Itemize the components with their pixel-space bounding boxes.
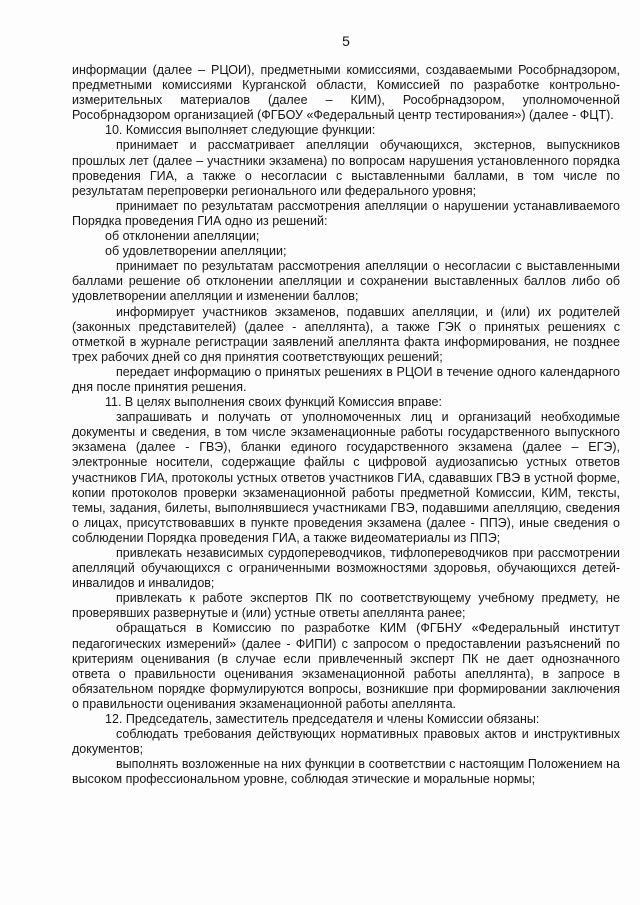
duty-comply: соблюдать требования действующих нормативных правовых актов и инструктивных документов; bbox=[72, 727, 620, 757]
document-body bbox=[72, 63, 620, 788]
right-involve-interpreters: привлекать независимых сурдопереводчиков, тифлопереводчиков при рассмотрении апелляций обучающихся с ограниченными возможностями здоровья, обучающихся детей-инвалидов и инвалидов; bbox=[72, 546, 620, 591]
function-score-decision: принимает по результатам рассмотрения апелляции о несогласии с выставленными баллами решение об отклонении апелляции и сохранении выставленных баллов либо об удовлетворении апелляции и изменении баллов; bbox=[72, 259, 620, 304]
right-involve-experts: привлекать к работе экспертов ПК по соответствующему учебному предмету, не проверявших развернутые и (или) устные ответы апеллянта ранее; bbox=[72, 591, 620, 621]
clause-10-heading: 10. Комиссия выполняет следующие функции: bbox=[105, 123, 376, 138]
clause-11-heading: 11. В целях выполнения своих функций Комиссия вправе: bbox=[105, 395, 442, 410]
clause-12-heading: 12. Председатель, заместитель председателя и члены Комиссии обязаны: bbox=[105, 712, 540, 727]
decision-satisfy: об удовлетворении апелляции; bbox=[105, 244, 287, 259]
function-inform: информирует участников экзаменов, подавших апелляции, и (или) их родителей (законных представителей) (далее - апеллянта), а также ГЭК о принятых решениях с отметкой в журнале регистрации заявлений апеллянта факта информирования, не позднее трех рабочих дней со дня принятия соответствующих решений; bbox=[72, 304, 620, 364]
paragraph-continuation: информации (далее – РЦОИ), предметными комиссиями, создаваемыми Рособрнадзором, предметными комиссиями Курганской области, Комиссией по разработке контрольно-измерительных материалов (далее – КИМ), Рособрнадзором, уполномоченной Рособрнадзором организацией (ФГБОУ «Федеральный центр тестирования») (далее - ФЦТ). bbox=[72, 63, 620, 123]
right-contact-kim-commission: обращаться в Комиссию по разработке КИМ (ФГБНУ «Федеральный институт педагогических измерений» (далее - ФИПИ) с запросом о предоставлении разъяснений по критериям оценивания (в случае если привлеченный эксперт ПК не дает однозначного ответа о правильности оценивания экзаменационной работы апеллянта), в запросе в обязательном порядке формулируются вопросы, возникшие при формировании заключения о правильности оценивания экзаменационной работы апеллянта. bbox=[72, 621, 620, 711]
function-transfer: передает информацию о принятых решениях в РЦОИ в течение одного календарного дня после принятия решения. bbox=[72, 364, 620, 394]
duty-perform: выполнять возложенные на них функции в соответствии с настоящим Положением на высоком профессиональном уровне, соблюдая этические и моральные нормы; bbox=[72, 757, 620, 787]
page-number: 5 bbox=[342, 33, 350, 49]
function-appeals: принимает и рассматривает апелляции обучающихся, экстернов, выпускников прошлых лет (далее – участники экзамена) по вопросам нарушения установленного порядка проведения ГИА, а также о несогласии с выставленными баллами, в том числе по результатам перепроверки регионального или федерального уровня; bbox=[72, 138, 620, 198]
function-violation-decision: принимает по результатам рассмотрения апелляции о нарушении устанавливаемого Порядка проведения ГИА одно из решений: bbox=[72, 198, 620, 228]
right-request-documents: запрашивать и получать от уполномоченных лиц и организаций необходимые документы и сведения, в том числе экзаменационные работы государственного выпускного экзамена (далее - ГВЭ), бланки единого государственного экзамена (далее – ЕГЭ), электронные носители, содержащие файлы с цифровой аудиозаписью устных ответов участников ГИА, протоколы устных ответов участников ГИА, сдававших ГВЭ в устной форме, копии протоколов проверки экзаменационной работы предметной Комиссии, КИМ, тексты, темы, задания, билеты, выполнявшиеся участниками ГВЭ, подавшими апелляцию, сведения о лицах, присутствовавших в пункте проведения экзамена (далее - ППЭ), иные сведения о соблюдении Порядка проведения ГИА, а также видеоматериалы из ППЭ; bbox=[72, 410, 620, 545]
decision-reject: об отклонении апелляции; bbox=[105, 229, 260, 244]
